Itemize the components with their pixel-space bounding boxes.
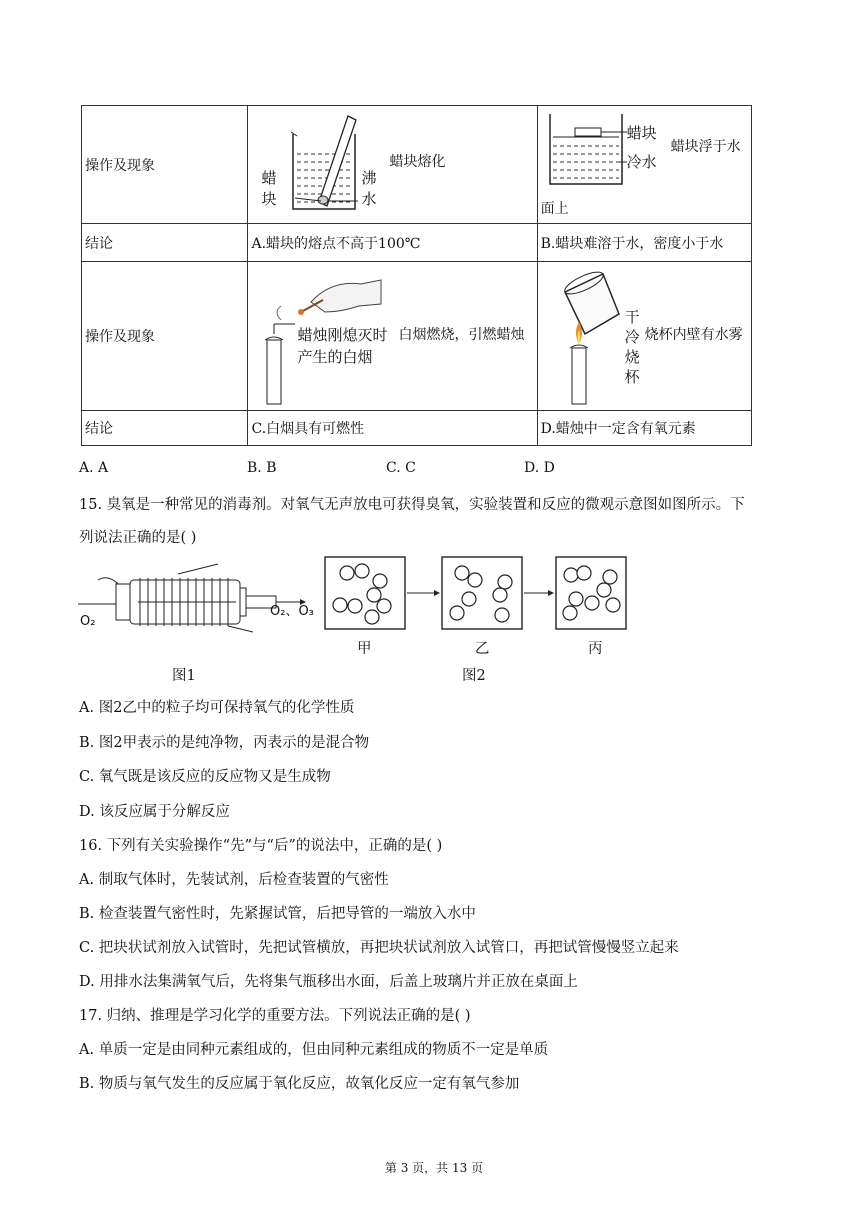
q15-stem-line-2: 列说法正确的是( ) bbox=[79, 530, 197, 546]
q16-option-b: B. 检查装置气密性时，先紧握试管，后把导管的一端放入水中 bbox=[79, 906, 476, 922]
caption-wax-melts: 蜡块熔化 bbox=[389, 154, 446, 170]
q14-option-d: D. D bbox=[524, 460, 555, 476]
smoke-label-1: 蜡烛刚熄灭时 bbox=[297, 326, 388, 344]
microscopic-diagram bbox=[322, 555, 632, 635]
fig1-input-label: O₂ bbox=[80, 614, 96, 629]
q16-stem: 16. 下列有关实验操作“先”与“后”的说法中，正确的是( ) bbox=[79, 838, 443, 854]
boiling-water-label-1: 沸 bbox=[361, 169, 377, 187]
conclusion-c: C.白烟具有可燃性 bbox=[248, 411, 537, 446]
cup-label-4: 杯 bbox=[624, 368, 640, 386]
wax-label-2: 块 bbox=[261, 190, 277, 208]
row3-cell-a bbox=[248, 262, 537, 411]
q15-option-b: B. 图2甲表示的是纯净物，丙表示的是混合物 bbox=[79, 735, 370, 751]
q14-option-c: C. C bbox=[386, 460, 416, 476]
cup-label-1: 干 bbox=[624, 308, 640, 326]
row3-header: 操作及现象 bbox=[82, 262, 248, 411]
box-label-yi: 乙 bbox=[475, 641, 490, 657]
cup-label-2: 冷 bbox=[624, 328, 640, 346]
fig1-caption: 图1 bbox=[172, 668, 196, 684]
q17-option-b: B. 物质与氧气发生的反应属于氧化反应，故氧化反应一定有氧气参加 bbox=[79, 1076, 520, 1092]
wax-block-label: 蜡块 bbox=[626, 124, 657, 142]
q14-option-a: A. A bbox=[79, 460, 109, 476]
ozone-generator-figure bbox=[78, 560, 328, 635]
row2-header: 结论 bbox=[82, 224, 248, 262]
row1-header: 操作及现象 bbox=[82, 106, 248, 224]
conclusion-b: B.蜡块难溶于水，密度小于水 bbox=[537, 224, 751, 262]
caption-water-mist: 烧杯内壁有水雾 bbox=[644, 327, 743, 343]
dry-cold-beaker-figure bbox=[545, 262, 625, 410]
row3-cell-b bbox=[537, 262, 751, 411]
q17-stem: 17. 归纳、推理是学习化学的重要方法。下列说法正确的是( ) bbox=[79, 1008, 471, 1024]
q16-option-d: D. 用排水法集满氧气后，先将集气瓶移出水面，后盖上玻璃片并正放在桌面上 bbox=[79, 974, 578, 990]
q17-option-a: A. 单质一定是由同种元素组成的，但由同种元素组成的物质不一定是单质 bbox=[79, 1042, 549, 1058]
row1-cell-a bbox=[248, 106, 537, 224]
q16-option-a: A. 制取气体时，先装试剂，后检查装置的气密性 bbox=[79, 872, 389, 888]
q15-option-c: C. 氧气既是该反应的反应物又是生成物 bbox=[79, 769, 331, 785]
caption-smoke-burns: 白烟燃烧，引燃蜡烛 bbox=[398, 327, 525, 343]
box-label-jia: 甲 bbox=[357, 641, 372, 657]
q15-option-a: A. 图2乙中的粒子均可保持氧气的化学性质 bbox=[79, 700, 355, 716]
wax-float-beaker-figure bbox=[545, 106, 635, 196]
box-label-bing: 丙 bbox=[588, 641, 603, 657]
fig2-caption: 图2 bbox=[462, 668, 486, 684]
q14-option-b: B. B bbox=[247, 460, 277, 476]
cold-water-label: 冷水 bbox=[626, 153, 657, 171]
row4-header: 结论 bbox=[82, 411, 248, 446]
q16-option-c: C. 把块状试剂放入试管时，先把试管横放，再把块状试剂放入试管口，再把试管慢慢竖立起来 bbox=[79, 940, 679, 956]
caption-wax-floats-2: 面上 bbox=[540, 201, 569, 217]
q15-stem-line-1: 15. 臭氧是一种常见的消毒剂。对氧气无声放电可获得臭氧，实验装置和反应的微观示意图如图所示。下 bbox=[79, 497, 745, 513]
row1-cell-b bbox=[537, 106, 751, 224]
conclusion-d: D.蜡烛中一定含有氧元素 bbox=[537, 411, 751, 446]
experiment-table bbox=[81, 105, 752, 446]
boiling-water-label-2: 水 bbox=[361, 190, 377, 208]
fig1-output-label: O₂、O₃ bbox=[270, 604, 314, 619]
smoke-label-2: 产生的白烟 bbox=[297, 348, 373, 366]
cup-label-3: 烧 bbox=[624, 348, 640, 366]
caption-wax-floats-1: 蜡块浮于水 bbox=[670, 139, 741, 155]
wax-label-1: 蜡 bbox=[261, 169, 277, 187]
page-footer: 第 3 页，共 13 页 bbox=[384, 1161, 484, 1175]
conclusion-a: A.蜡块的熔点不高于100℃ bbox=[248, 224, 537, 262]
q15-option-d: D. 该反应属于分解反应 bbox=[79, 804, 230, 820]
